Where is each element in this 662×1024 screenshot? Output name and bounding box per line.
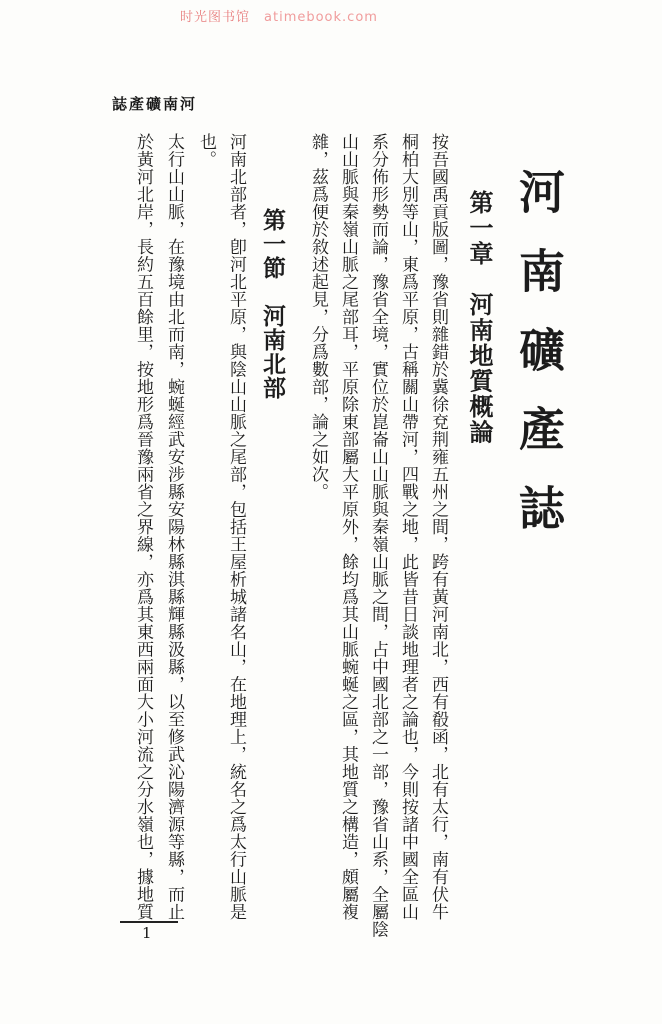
watermark-site-url: atimebook.com xyxy=(264,10,378,25)
section-body-column-4: 於黃河北岸，長約五百餘里，按地形爲晉豫兩省之界線，亦爲其東西兩面大小河流之分水嶺也，據地質 xyxy=(133,133,153,921)
chapter-heading: 第一章 河南地質概論 xyxy=(465,190,494,445)
book-title-column: 河南礦產誌 xyxy=(512,168,566,563)
section-body-column-3: 太行山山脈，在豫境由北而南，蜿蜒經武安涉縣安陽林縣淇縣輝縣汲縣，以至修武沁陽濟源等縣，而止 xyxy=(164,133,184,921)
watermark xyxy=(180,6,378,25)
page-number: 1 xyxy=(142,924,152,942)
intro-body-column-1: 按吾國禹貢版圖，豫省則雜錯於冀徐兗荆雍五州之間，跨有黃河南北，西有殽函，北有太行，南有伏牛 xyxy=(428,133,448,921)
intro-body-column-3: 系分佈形勢而論，豫省全境，實位於崑崙山山脈與秦嶺山脈之間，占中國北部之一部，豫省山系，全屬陰 xyxy=(368,133,388,938)
folio-rule xyxy=(120,921,178,923)
section-heading: 第一節 河南北部 xyxy=(259,208,286,400)
intro-body-column-5: 雜，茲爲便於敘述起見，分爲數部，論之如次。 xyxy=(308,133,328,501)
watermark-library-name: 时光图书馆 xyxy=(180,10,251,25)
intro-body-column-4: 山山脈與秦嶺山脈之尾部耳，平原除東部屬大平原外，餘均爲其山脈蜿蜒之區，其地質之構造，頗屬複 xyxy=(338,133,358,921)
section-body-column-1: 河南北部者，卽河北平原，與陰山山脈之尾部，包括王屋析城諸名山，在地理上，統名之爲太行山脈是 xyxy=(226,133,246,921)
running-head-book-title: 誌產礦南河 xyxy=(112,95,198,113)
intro-body-column-2: 桐柏大別等山，東爲平原，古稱關山帶河，四戰之地，此皆昔日談地理者之論也，今則按諸中國全區山 xyxy=(398,133,418,921)
section-body-column-2: 也。 xyxy=(196,133,216,168)
